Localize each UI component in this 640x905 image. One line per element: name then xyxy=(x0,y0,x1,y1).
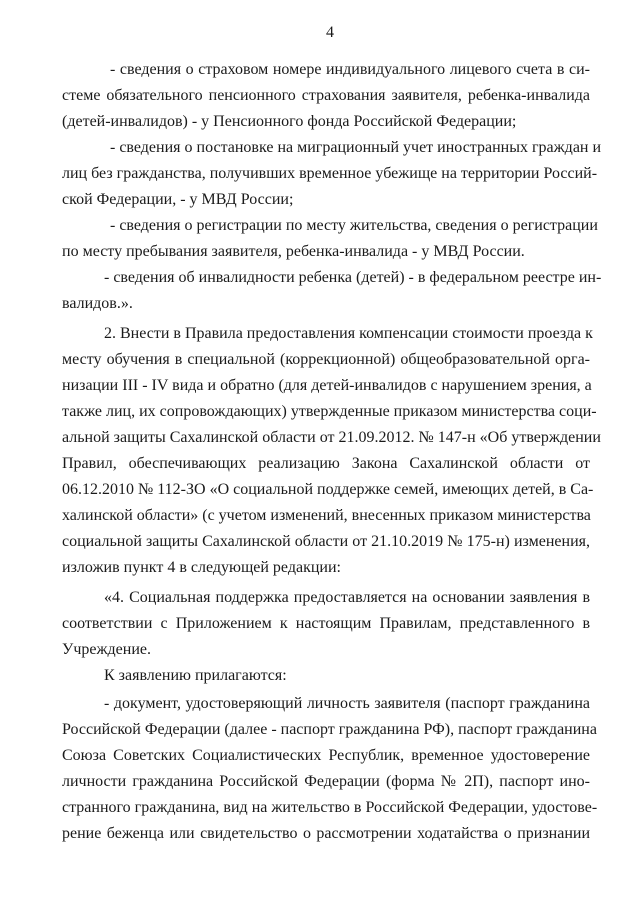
page-number: 4 xyxy=(326,24,334,41)
text-line: - сведения о страховом номере индивидуального лицевого счета в си- xyxy=(110,61,590,78)
text-line: социальной защиты Сахалинской области от 21.10.2019 № 175-н) изменения, xyxy=(62,533,590,550)
text-line: лиц без гражданства, получивших временное убежище на территории Россий- xyxy=(62,165,598,182)
text-line: соответствии с Приложением к настоящим Правилам, представленного в xyxy=(62,615,590,632)
text-line: Правил, обеспечивающих реализацию Закона Сахалинской области от xyxy=(62,455,590,472)
text-line: валидов.». xyxy=(62,295,133,312)
text-line: Учреждение. xyxy=(62,641,151,658)
text-line: 06.12.2010 № 112-ЗО «О социальной поддержке семей, имеющих детей, в Са- xyxy=(62,481,594,498)
text-line: также лиц, их сопровождающих) утвержденные приказом министерства соци- xyxy=(62,403,597,420)
text-line: «4. Социальная поддержка предоставляется на основании заявления в xyxy=(104,589,590,606)
text-line: рение беженца или свидетельство о рассмотрении ходатайства о признании xyxy=(62,825,590,842)
text-line: стеме обязательного пенсионного страхования заявителя, ребенка-инвалида xyxy=(62,87,590,104)
text-line: по месту пребывания заявителя, ребенка-инвалида - у МВД России. xyxy=(62,243,525,260)
text-line: Российской Федерации (далее - паспорт гражданина РФ), паспорт гражданина xyxy=(62,721,597,738)
text-line: - сведения об инвалидности ребенка (детей) - в федеральном реестре ин- xyxy=(104,269,602,286)
text-line: низации III - IV вида и обратно (для детей-инвалидов с нарушением зрения, а xyxy=(62,377,592,394)
text-line: К заявлению прилагаются: xyxy=(104,667,287,684)
text-line: Союза Советских Социалистических Республик, временное удостоверение xyxy=(62,747,590,764)
text-line: (детей-инвалидов) - у Пенсионного фонда Российской Федерации; xyxy=(62,113,517,130)
text-line: ской Федерации, - у МВД России; xyxy=(62,191,294,208)
text-line: странного гражданина, вид на жительство в Российской Федерации, удостове- xyxy=(62,799,598,816)
text-line: халинской области» (с учетом изменений, внесенных приказом министерства xyxy=(62,507,591,524)
text-line: - документ, удостоверяющий личность заявителя (паспорт гражданина xyxy=(104,695,590,712)
text-line: месту обучения в специальной (коррекционной) общеобразовательной орга- xyxy=(62,351,590,368)
text-line: альной защиты Сахалинской области от 21.09.2012. № 147-н «Об утверждении xyxy=(62,429,601,446)
text-line: 2. Внести в Правила предоставления компенсации стоимости проезда к xyxy=(104,325,593,342)
text-line: изложив пункт 4 в следующей редакции: xyxy=(62,559,341,576)
text-line: - сведения о постановке на миграционный учет иностранных граждан и xyxy=(110,139,602,156)
text-line: личности гражданина Российской Федерации (форма № 2П), паспорт ино- xyxy=(62,773,590,790)
text-line: - сведения о регистрации по месту жительства, сведения о регистрации xyxy=(110,217,598,234)
